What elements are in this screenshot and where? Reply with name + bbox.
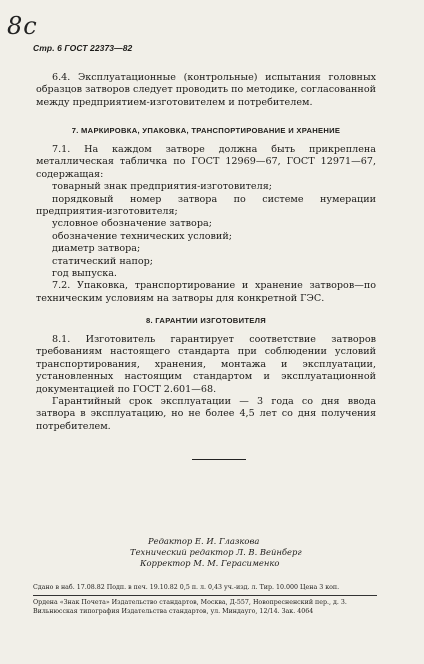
section-8-heading: 8. ГАРАНТИИ ИЗГОТОВИТЕЛЯ xyxy=(145,316,267,325)
tech-editor-credit: Технический редактор Л. В. Вейнберг xyxy=(130,547,302,557)
paragraph-6-4: 6.4. Эксплуатационные (контрольные) испытания головных образцов затворов следует проводить по методике, согласованной между предприятием-изготовителем и потребителем. xyxy=(36,72,376,108)
section-6-block xyxy=(36,72,376,109)
section-divider xyxy=(192,459,246,460)
list-item: условное обозначение затвора; xyxy=(52,218,212,230)
paragraph-8-1: 8.1. Изготовитель гарантирует соответствие затворов требованиям настоящего стандарта при соблюдении условий транспортирования, хранения, монтажа и эксплуатации, установленных настоящим стандартом и эксплуатационной документацией по ГОСТ 2.601—68. xyxy=(36,334,376,395)
editor-credit: Редактор Е. И. Глазкова xyxy=(148,536,260,546)
section-7-block xyxy=(36,144,376,305)
proofreader-credit: Корректор М. М. Герасименко xyxy=(140,558,280,568)
paragraph-warranty: Гарантийный срок эксплуатации — 3 года со дня ввода затвора в эксплуатацию, но не более 4,5 лет со дня получения потребителем. xyxy=(36,396,376,432)
marking-list xyxy=(36,181,376,280)
section-8-block xyxy=(36,334,376,433)
page-header: Стр. 6 ГОСТ 22373—82 xyxy=(33,43,133,53)
imprint-printer: Вильнюсская типография Издательства стандартов, ул. Миндауго, 12/14. Зак. 4064 xyxy=(33,608,314,615)
list-item: порядковый номер затвора по системе нумерации предприятия-изготовителя; xyxy=(36,193,376,218)
imprint-line-1 xyxy=(33,583,383,592)
list-item: год выпуска. xyxy=(52,268,117,280)
list-item: товарный знак предприятия-изготовителя; xyxy=(52,181,272,193)
list-item: статический напор; xyxy=(52,255,153,267)
imprint-publisher-block xyxy=(33,598,383,616)
imprint-rule xyxy=(33,595,377,596)
section-7-heading: 7. МАРКИРОВКА, УПАКОВКА, ТРАНСПОРТИРОВАНИЕ И ХРАНЕНИЕ xyxy=(71,126,341,135)
paragraph-7-2: 7.2. Упаковка, транспортирование и хранение затворов—по техническим условиям на затворы для конкретной ГЭС. xyxy=(36,280,376,304)
credits-block xyxy=(130,536,330,569)
handwritten-page-mark: 8c xyxy=(7,12,38,40)
list-item: обозначение технических условий; xyxy=(52,230,232,242)
paragraph-7-1: 7.1. На каждом затворе должна быть прикреплена металлическая табличка по ГОСТ 12969—67, ГОСТ 12971—67, содержащая: xyxy=(36,144,376,180)
list-item: диаметр затвора; xyxy=(52,243,141,255)
imprint-publisher: Ордена «Знак Почета» Издательство стандартов, Москва, Д-557, Новопресненский пер., д. 3. xyxy=(33,599,347,606)
imprint-print-details: Сдано в наб. 17.08.82 Подп. в печ. 19.10.82 0,5 п. л. 0,43 уч.-изд. л. Тир. 10.000 Цена 3 коп. xyxy=(33,584,340,591)
